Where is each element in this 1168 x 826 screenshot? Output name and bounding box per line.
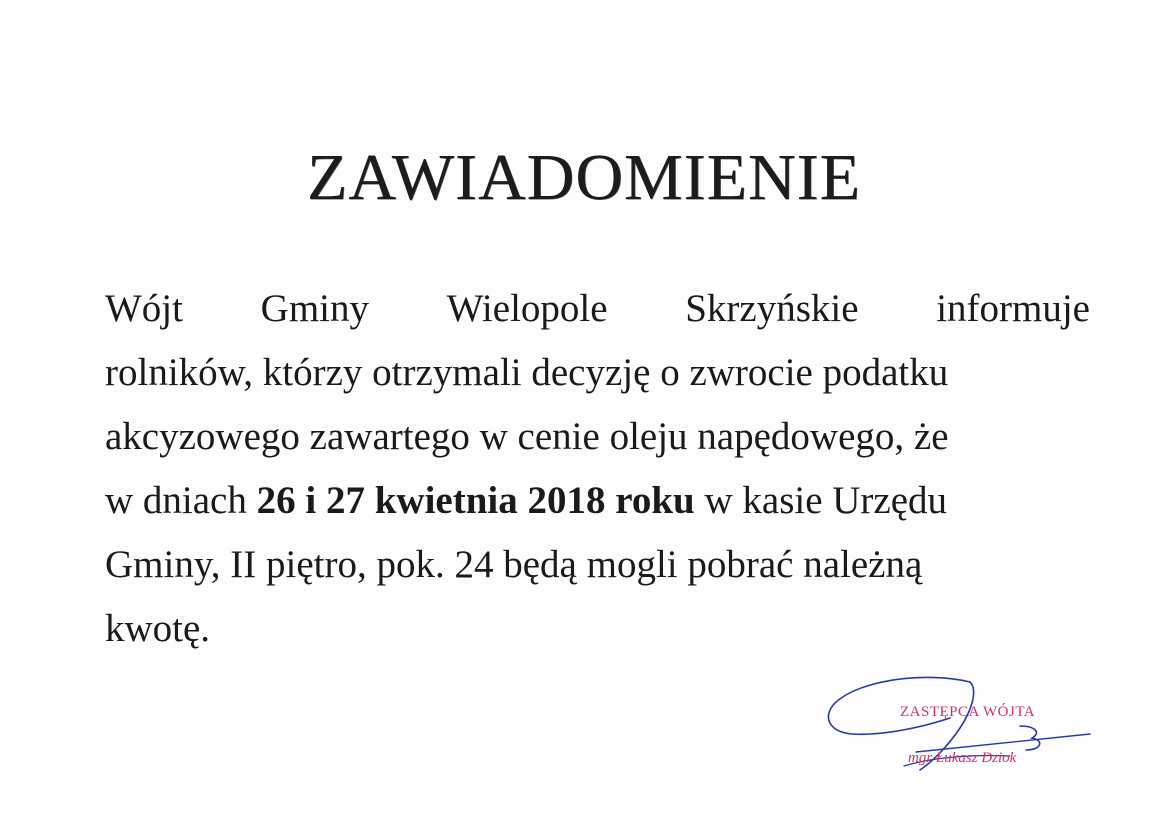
body-word: Wójt	[105, 287, 183, 330]
body-word: Gminy	[260, 287, 369, 330]
body-line-3: akcyzowego zawartego w cenie oleju napędowego, że	[105, 415, 949, 458]
body-text-segment: w dniach	[105, 479, 257, 522]
body-text-segment: w kasie Urzędu	[694, 479, 948, 522]
document-title: ZAWIADOMIENIE	[307, 141, 861, 214]
payment-dates-bold: 26 i 27 kwietnia 2018 roku	[256, 479, 695, 522]
body-line-1	[105, 277, 1090, 341]
official-stamp	[820, 670, 1110, 780]
body-word: Wielopole	[446, 287, 608, 330]
body-line-6: kwotę.	[105, 607, 211, 650]
announcement-body	[105, 277, 1090, 661]
body-line-5: Gminy, II piętro, pok. 24 będą mogli pobrać należną	[105, 543, 923, 586]
stamp-title: ZASTĘPCA WÓJTA	[900, 704, 1036, 720]
body-line-2: rolników, którzy otrzymali decyzję o zwrocie podatku	[105, 351, 949, 394]
body-word: Skrzyńskie	[685, 287, 859, 330]
body-line-4	[105, 469, 1090, 533]
body-word: informuje	[936, 287, 1090, 330]
stamp-name: mgr Łukasz Dziok	[908, 750, 1017, 766]
